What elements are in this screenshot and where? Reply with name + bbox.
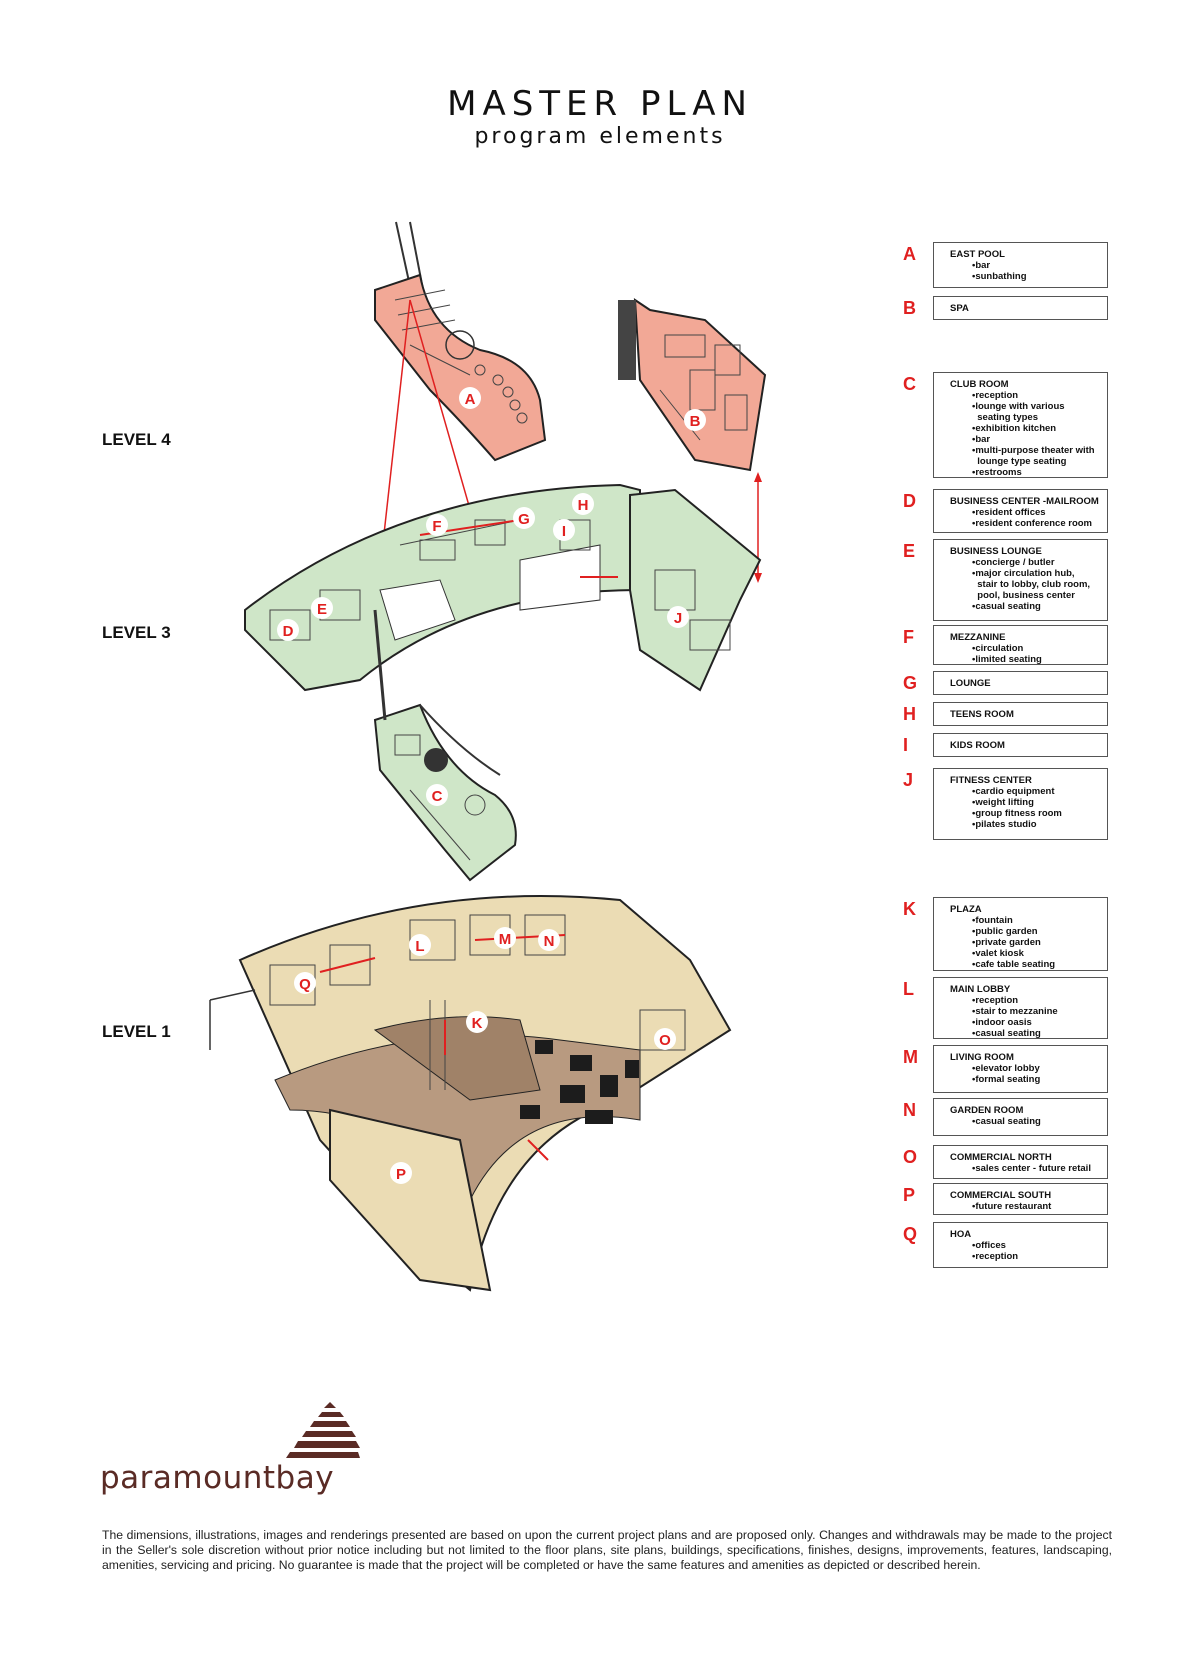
legend-box (933, 372, 1108, 478)
level-4-label: LEVEL 4 (102, 430, 171, 449)
map-label-n (538, 929, 560, 951)
svg-text:E: E (316, 601, 328, 618)
legend-item: •casual seating (972, 1116, 1041, 1127)
legend-item: •fountain (972, 915, 1013, 926)
legend-item: •reception (972, 1251, 1019, 1262)
legend-letter: O (903, 1147, 918, 1167)
legend-box (933, 489, 1108, 533)
legend-title: CLUB ROOM (950, 379, 1009, 390)
level-3-label: LEVEL 3 (102, 623, 171, 642)
legend-item: •restrooms (972, 467, 1022, 478)
svg-text:F: F (432, 518, 442, 535)
legend-title: FITNESS CENTER (950, 775, 1032, 786)
svg-text:N: N (543, 933, 555, 950)
map-label-g (513, 507, 535, 529)
map-label-d (277, 619, 299, 641)
legend-item: •bar (972, 260, 991, 271)
svg-text:M: M (498, 931, 512, 948)
level-3-plan (245, 485, 760, 690)
legend-title: BUSINESS LOUNGE (950, 546, 1042, 557)
legend-title: MEZZANINE (950, 632, 1006, 643)
legend-item: •exhibition kitchen (972, 423, 1057, 434)
map-label-m (494, 927, 516, 949)
svg-text:J: J (673, 610, 683, 627)
legend-item: •resident conference room (972, 518, 1092, 529)
level-1-plan (210, 896, 730, 1290)
legend-title: COMMERCIAL NORTH (950, 1152, 1052, 1163)
legend-letter: N (903, 1100, 916, 1120)
legend-box (933, 625, 1108, 665)
legend-letter: I (903, 735, 909, 755)
legend-letter: P (903, 1185, 916, 1205)
legend-letter: F (903, 627, 914, 647)
legend-letter: B (903, 298, 916, 318)
legend-item: •circulation (972, 643, 1024, 654)
svg-text:L: L (415, 938, 425, 955)
brand-wordmark: paramountbay (100, 1460, 335, 1496)
legend-item: •valet kiosk (972, 948, 1024, 959)
legend-title: KIDS ROOM (950, 740, 1005, 751)
legend-box (933, 671, 1108, 695)
map-label-f (426, 514, 448, 536)
level-4-pool-plan (375, 222, 545, 460)
legend-item: •group fitness room (972, 808, 1062, 819)
legend-item: •concierge / butler (972, 557, 1055, 568)
legend-title: HOA (950, 1229, 972, 1240)
legend-item: •elevator lobby (972, 1063, 1040, 1074)
legend-box (933, 296, 1108, 320)
legend-item: •reception (972, 390, 1019, 401)
legend-item: •reception (972, 995, 1019, 1006)
legend-letter: D (903, 491, 916, 511)
legend-box (933, 733, 1108, 757)
svg-text:D: D (282, 623, 294, 640)
legend-box (933, 242, 1108, 288)
map-label-l (409, 934, 431, 956)
legend-box (933, 702, 1108, 726)
map-label-e (311, 597, 333, 619)
legend-item: •sales center - future retail (972, 1163, 1091, 1174)
legend-item: •stair to mezzanine (972, 1006, 1058, 1017)
legend-title: BUSINESS CENTER -MAILROOM (950, 496, 1099, 507)
svg-text:I: I (561, 523, 567, 540)
legal-disclaimer: The dimensions, illustrations, images and renderings presented are based on upon the current project plans and are proposed only. Changes and withdrawals may be made to the project in the Seller's sole discretion without prior notice including but not limited to the floor plans, site plans, buildings, specifications, finishes, designs, improvements, features, landscaping, amenities, servicing and pricing. No guarantee is made that the project will be completed or have the same features and amenities as depicted or described herein. (102, 1528, 1112, 1572)
svg-text:C: C (431, 788, 443, 805)
legend-letter: H (903, 704, 916, 724)
legend-item: •formal seating (972, 1074, 1041, 1085)
map-label-j (667, 606, 689, 628)
legend-letter: C (903, 374, 916, 394)
legend-item: •resident offices (972, 507, 1046, 518)
legend-item: •multi-purpose theater with (972, 445, 1095, 456)
map-label-a (459, 387, 481, 409)
page-title: MASTER PLAN (447, 84, 753, 124)
legend-item: •offices (972, 1240, 1006, 1251)
legend-item: pool, business center (972, 590, 1075, 601)
paramountbay-logo-icon (100, 1400, 360, 1460)
svg-text:O: O (659, 1032, 671, 1049)
legend-box (933, 977, 1108, 1039)
legend-item: •pilates studio (972, 819, 1037, 830)
legend-letter: A (903, 244, 916, 264)
legend-box (933, 1183, 1108, 1215)
legend-title: MAIN LOBBY (950, 984, 1011, 995)
svg-text:Q: Q (299, 976, 311, 993)
legend-letter: K (903, 899, 916, 919)
legend-item: •future restaurant (972, 1201, 1052, 1212)
page-subtitle: program elements (474, 124, 726, 149)
map-label-p (390, 1162, 412, 1184)
legend-item: •private garden (972, 937, 1041, 948)
legend-box (933, 897, 1108, 971)
map-label-o (654, 1028, 676, 1050)
svg-text:A: A (464, 391, 476, 408)
legend-item: seating types (972, 412, 1038, 423)
map-label-k (466, 1011, 488, 1033)
map-label-h (572, 493, 594, 515)
legend-letter: G (903, 673, 918, 693)
svg-text:K: K (471, 1015, 483, 1032)
legend-item: lounge type seating (972, 456, 1067, 467)
legend-title: EAST POOL (950, 249, 1005, 260)
legend-item: •indoor oasis (972, 1017, 1032, 1028)
legend-item: •cardio equipment (972, 786, 1055, 797)
svg-text:P: P (395, 1166, 407, 1183)
legend-title: SPA (950, 303, 969, 314)
legend-item: •casual seating (972, 1028, 1041, 1039)
legend-letter: M (903, 1047, 918, 1067)
legend-item: •casual seating (972, 601, 1041, 612)
map-label-b (684, 409, 706, 431)
legend-box (933, 1045, 1108, 1093)
svg-text:G: G (518, 511, 530, 528)
legend-item: •limited seating (972, 654, 1042, 665)
legend-title: COMMERCIAL SOUTH (950, 1190, 1052, 1201)
legend-box (933, 768, 1108, 840)
legend-title: LOUNGE (950, 678, 991, 689)
legend-box (933, 1145, 1108, 1179)
legend-letter: L (903, 979, 914, 999)
legend-item: •bar (972, 434, 991, 445)
legend-box (933, 1222, 1108, 1268)
legend-title: PLAZA (950, 904, 982, 915)
legend-box (933, 1098, 1108, 1136)
legend-title: TEENS ROOM (950, 709, 1014, 720)
legend-box (933, 539, 1108, 621)
legend-item: •cafe table seating (972, 959, 1056, 970)
level-1-label: LEVEL 1 (102, 1022, 171, 1041)
legend-letter: E (903, 541, 916, 561)
legend-item: •public garden (972, 926, 1038, 937)
legend-letter: J (903, 770, 914, 790)
map-label-i (553, 519, 575, 541)
svg-text:H: H (577, 497, 589, 514)
legend-item: •weight lifting (972, 797, 1034, 808)
map-label-q (294, 972, 316, 994)
legend-item: •major circulation hub, (972, 568, 1075, 579)
legend-title: LIVING ROOM (950, 1052, 1014, 1063)
legend-title: GARDEN ROOM (950, 1105, 1024, 1116)
legend-letter: Q (903, 1224, 918, 1244)
map-label-c (426, 784, 448, 806)
legend-item: •sunbathing (972, 271, 1027, 282)
svg-text:B: B (689, 413, 701, 430)
legend-item: •lounge with various (972, 401, 1065, 412)
level-4-spa-plan (618, 300, 765, 470)
legend-item: stair to lobby, club room, (972, 579, 1091, 590)
